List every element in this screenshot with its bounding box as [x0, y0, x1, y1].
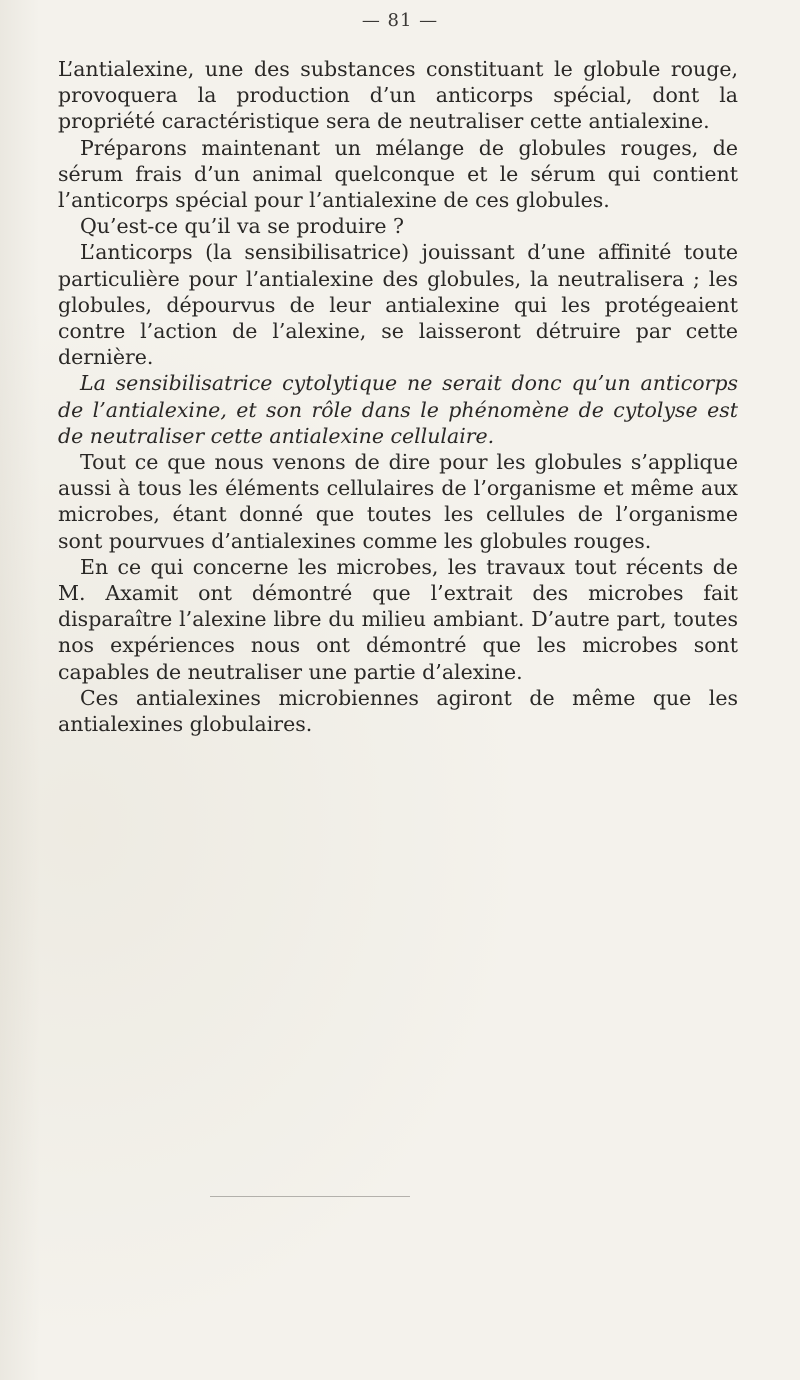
page-number: — 81 — — [361, 10, 439, 31]
paragraph-6: Tout ce que nous venons de dire pour les globules s’applique aussi à tous les éléments cellulaires de l’organisme et même aux microbes, étant donné que toutes les cellules de l’organisme sont pourvues d’antialexines comme les globules rouges. — [58, 450, 738, 553]
paragraph-1: L’antialexine, une des substances constituant le globule rouge, provoquera la production d’un anticorps spécial, dont la propriété caractéristique sera de neutraliser cette antialexine. — [58, 57, 738, 134]
paragraph-2: Préparons maintenant un mélange de globules rouges, de sérum frais d’un animal quelconque et le sérum qui contient l’anticorps spécial pour l’antialexine de ces globules. — [58, 135, 738, 213]
paragraph-4: L’anticorps (la sensibilisatrice) jouissant d’une affinité toute particulière pour l’antialexine des globules, la neutralisera ; les globules, dépourvus de leur antialexine qui les protégeaient contre l’action de l’alexine, se laisseront détruire par cette dernière. — [58, 240, 738, 370]
paragraph-3: Qu’est-ce qu’il va se produire ? — [80, 214, 405, 239]
paragraph-7: En ce qui concerne les microbes, les travaux tout récents de M. Axamit ont démontré que l’extrait des microbes fait disparaître l’alexine libre du milieu ambiant. D’autre part, toutes nos expériences nous ont démontré que les microbes sont capables de neutraliser une partie d’alexine. — [58, 554, 738, 684]
paragraph-8: Ces antialexines microbiennes agiront de même que les antialexines globulaires. — [58, 685, 738, 737]
paragraph-5-italic: La sensibilisatrice cytolytique ne serait donc qu’un anticorps de l’antialexine, et son rôle dans le phénomène de cytolyse est de neutraliser cette antialexine cellulaire. — [58, 371, 738, 448]
scan-mark — [210, 1196, 410, 1197]
page-body — [58, 56, 738, 737]
